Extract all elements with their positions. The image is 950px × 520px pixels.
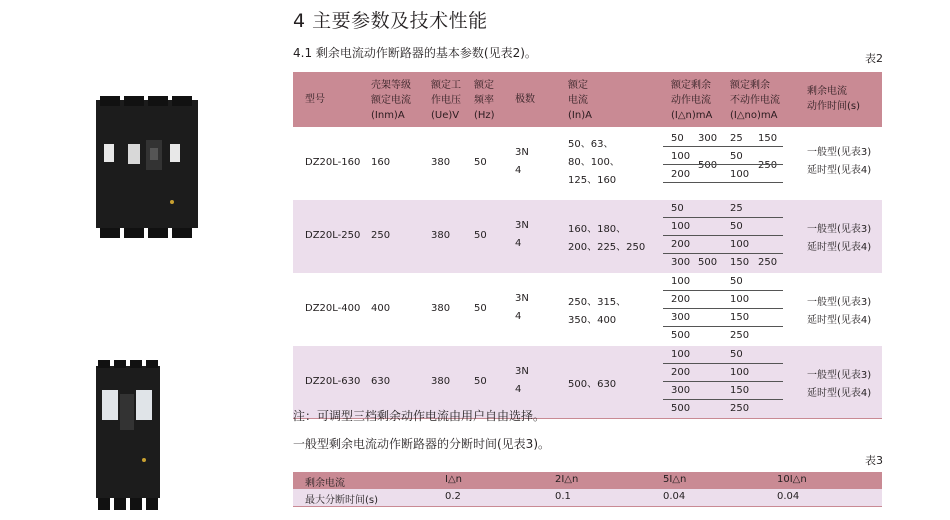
current-cell: 500、630 xyxy=(568,379,617,390)
poles-cell: 3N xyxy=(515,293,529,304)
value-cell: 0.04 xyxy=(777,491,800,502)
label-max-breaking-time: 最大分断时间(s) xyxy=(305,495,379,506)
time-cell: 一般型(见表3) xyxy=(807,370,872,381)
current-cell: 160、180、 xyxy=(568,224,627,235)
header-10ian: 10I△n xyxy=(777,474,807,485)
current-cell: 80、100、 xyxy=(568,157,620,168)
model-cell: DZ20L-400 xyxy=(305,303,361,314)
breaker-product-image-large xyxy=(92,96,202,238)
current-cell: 200、225、250 xyxy=(568,242,646,253)
frame-cell: 250 xyxy=(371,230,391,241)
nonop-cell: 50 xyxy=(730,349,743,360)
table-row xyxy=(293,489,882,507)
table-header xyxy=(293,72,882,127)
nonop-cell: 25 xyxy=(730,133,743,144)
op-cell: 50 xyxy=(671,133,684,144)
nonop-cell: 100 xyxy=(730,239,750,250)
table2-label: 表2 xyxy=(865,52,883,65)
poles-cell: 4 xyxy=(515,238,522,249)
nonop-cell: 250 xyxy=(758,257,778,268)
header-rated-current: 额定 电流 (In)A xyxy=(568,80,592,121)
op-cell: 50 xyxy=(671,203,684,214)
freq-cell: 50 xyxy=(474,157,487,168)
nonop-cell: 150 xyxy=(730,385,750,396)
poles-cell: 3N xyxy=(515,366,529,377)
op-cell: 500 xyxy=(698,160,718,171)
section-title: 4.1 剩余电流动作断路器的基本参数(见表2)。 xyxy=(293,46,537,60)
table-row xyxy=(293,200,882,273)
time-cell: 延时型(见表4) xyxy=(807,315,872,326)
model-cell: DZ20L-250 xyxy=(305,230,361,241)
op-cell: 100 xyxy=(671,221,691,232)
nonop-cell: 50 xyxy=(730,151,743,162)
op-cell: 100 xyxy=(671,151,691,162)
header-5ian: 5I△n xyxy=(663,474,687,485)
voltage-cell: 380 xyxy=(431,376,451,387)
poles-cell: 3N xyxy=(515,220,529,231)
op-cell: 500 xyxy=(698,257,718,268)
value-cell: 0.2 xyxy=(445,491,461,502)
frame-cell: 400 xyxy=(371,303,391,314)
freq-cell: 50 xyxy=(474,376,487,387)
table-row xyxy=(293,273,882,346)
freq-cell: 50 xyxy=(474,303,487,314)
op-cell: 200 xyxy=(671,367,691,378)
poles-cell: 4 xyxy=(515,165,522,176)
page-heading: 4 主要参数及技术性能 xyxy=(293,10,488,32)
time-cell: 一般型(见表3) xyxy=(807,224,872,235)
value-cell: 0.1 xyxy=(555,491,571,502)
current-cell: 350、400 xyxy=(568,315,617,326)
poles-cell: 3N xyxy=(515,147,529,158)
header-poles: 极数 xyxy=(515,94,535,105)
nonop-cell: 100 xyxy=(730,367,750,378)
voltage-cell: 380 xyxy=(431,303,451,314)
nonop-cell: 250 xyxy=(730,330,750,341)
header-residual-operating: 额定剩余 动作电流 (I△n)mA xyxy=(671,80,713,121)
time-cell: 延时型(见表4) xyxy=(807,388,872,399)
current-cell: 50、63、 xyxy=(568,139,614,150)
op-cell: 200 xyxy=(671,239,691,250)
poles-cell: 4 xyxy=(515,384,522,395)
op-cell: 500 xyxy=(671,403,691,414)
nonop-cell: 100 xyxy=(730,169,750,180)
model-cell: DZ20L-160 xyxy=(305,157,361,168)
table2-note: 注：可调型三档剩余动作电流由用户自由选择。 xyxy=(293,409,546,423)
nonop-cell: 150 xyxy=(730,257,750,268)
frame-cell: 160 xyxy=(371,157,391,168)
breaking-time-table xyxy=(293,472,882,507)
header-residual-non-operating: 额定剩余 不动作电流 (I△no)mA xyxy=(730,80,780,121)
header-model: 型号 xyxy=(305,94,325,105)
header-residual-current: 剩余电流 xyxy=(305,478,345,489)
model-cell: DZ20L-630 xyxy=(305,376,361,387)
time-cell: 一般型(见表3) xyxy=(807,147,872,158)
nonop-cell: 25 xyxy=(730,203,743,214)
nonop-cell: 100 xyxy=(730,294,750,305)
header-action-time: 剩余电流 动作时间(s) xyxy=(807,86,861,112)
section-subheading: 一般型剩余电流动作断路器的分断时间(见表3)。 xyxy=(293,437,550,451)
table-row xyxy=(293,127,882,200)
op-cell: 100 xyxy=(671,349,691,360)
value-cell: 0.04 xyxy=(663,491,686,502)
nonop-cell: 250 xyxy=(730,403,750,414)
frame-cell: 630 xyxy=(371,376,391,387)
current-cell: 250、315、 xyxy=(568,297,627,308)
table3-label: 表3 xyxy=(865,454,883,467)
freq-cell: 50 xyxy=(474,230,487,241)
poles-cell: 4 xyxy=(515,311,522,322)
voltage-cell: 380 xyxy=(431,230,451,241)
op-cell: 300 xyxy=(698,133,718,144)
header-2ian: 2I△n xyxy=(555,474,579,485)
op-cell: 300 xyxy=(671,385,691,396)
nonop-cell: 50 xyxy=(730,276,743,287)
nonop-cell: 150 xyxy=(730,312,750,323)
time-cell: 延时型(见表4) xyxy=(807,242,872,253)
table-row xyxy=(293,472,882,489)
parameters-table xyxy=(293,72,882,419)
op-cell: 100 xyxy=(671,276,691,287)
op-cell: 500 xyxy=(671,330,691,341)
op-cell: 200 xyxy=(671,169,691,180)
header-ian: I△n xyxy=(445,474,462,485)
nonop-cell: 250 xyxy=(758,160,778,171)
header-frequency: 额定 频率 (Hz) xyxy=(474,80,495,121)
op-cell: 300 xyxy=(671,312,691,323)
nonop-cell: 50 xyxy=(730,221,743,232)
breaker-product-image-small xyxy=(92,360,164,510)
voltage-cell: 380 xyxy=(431,157,451,168)
time-cell: 一般型(见表3) xyxy=(807,297,872,308)
header-rated-voltage: 额定工 作电压 (Ue)V xyxy=(431,80,461,121)
nonop-cell: 150 xyxy=(758,133,778,144)
op-cell: 300 xyxy=(671,257,691,268)
header-frame-current: 壳架等级 额定电流 (Inm)A xyxy=(371,80,411,121)
op-cell: 200 xyxy=(671,294,691,305)
time-cell: 延时型(见表4) xyxy=(807,165,872,176)
current-cell: 125、160 xyxy=(568,175,617,186)
